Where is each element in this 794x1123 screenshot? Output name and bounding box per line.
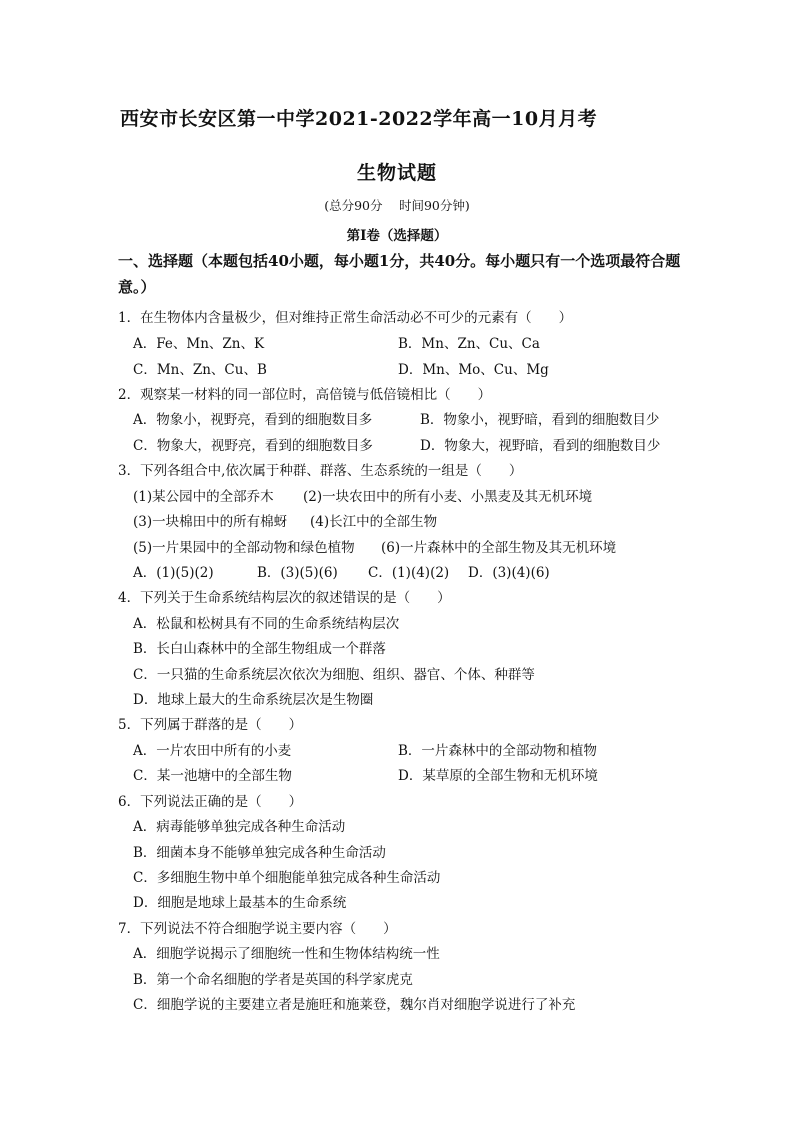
question-7-stem: 7．下列说法不符合细胞学说主要内容（ ）: [118, 921, 397, 937]
question-6-option-b: B．细菌本身不能够单独完成各种生命活动: [133, 845, 386, 861]
question-2-option-b: B．物象小，视野暗，看到的细胞数目少: [420, 412, 660, 428]
question-5-option-a: A．一片农田中所有的小麦: [133, 743, 292, 759]
question-4-option-b: B．长白山森林中的全部生物组成一个群落: [133, 641, 386, 657]
question-5-stem: 5．下列属于群落的是（ ）: [118, 717, 303, 733]
question-4-option-d: D．地球上最大的生命系统层次是生物圈: [133, 692, 374, 708]
question-2-stem: 2．观察某一材料的同一部位时，高倍镜与低倍镜相比（ ）: [118, 387, 492, 403]
question-3-option-c: C．(1)(4)(2): [368, 565, 450, 581]
question-5-option-b: B．一片森林中的全部动物和植物: [398, 743, 597, 759]
question-6-option-d: D．细胞是地球上最基本的生命系统: [133, 895, 347, 911]
exam-meta: (总分90分 时间90分钟): [324, 198, 470, 213]
question-1-option-b: B．Mn、Zn、Cu、Ca: [398, 336, 540, 352]
question-3-option-b: B．(3)(5)(6): [257, 565, 338, 581]
question-3-item-3: (3)一块棉田中的所有棉蚜: [133, 514, 288, 530]
question-5-option-c: C．某一池塘中的全部生物: [133, 768, 292, 784]
question-3-option-a: A．(1)(5)(2): [133, 565, 214, 581]
question-1-option-d: D．Mn、Mo、Cu、Mg: [398, 362, 549, 378]
question-3-item-2: (2)一块农田中的所有小麦、小黑麦及其无机环境: [303, 489, 593, 505]
question-2-option-a: A．物象小，视野亮，看到的细胞数目多: [133, 412, 373, 428]
question-7-option-a: A．细胞学说揭示了细胞统一性和生物体结构统一性: [133, 946, 440, 962]
question-7-option-b: B．第一个命名细胞的学者是英国的科学家虎克: [133, 972, 413, 988]
section-heading: 一、选择题（本题包括40小题，每小题1分，共40分。每小题只有一个选项最符合题意。）: [118, 252, 681, 296]
question-3-stem: 3．下列各组合中,依次属于种群、群落、生态系统的一组是（ ）: [118, 463, 523, 479]
question-6-option-a: A．病毒能够单独完成各种生命活动: [133, 819, 346, 835]
question-2-option-d: D．物象大，视野暗，看到的细胞数目少: [420, 438, 661, 454]
question-3-item-5: (5)一片果园中的全部动物和绿色植物: [133, 540, 355, 556]
question-6-option-c: C．多细胞生物中单个细胞能单独完成各种生命活动: [133, 870, 441, 886]
volume-heading: 第I卷（选择题）: [346, 228, 448, 244]
question-3-item-6: (6)一片森林中的全部生物及其无机环境: [381, 540, 617, 556]
question-3-item-1: (1)某公园中的全部乔木: [133, 489, 274, 505]
subject-title: 生物试题: [356, 162, 437, 184]
question-1-stem: 1．在生物体内含量极少，但对维持正常生命活动必不可少的元素有（ ）: [118, 310, 573, 326]
question-2-option-c: C．物象大，视野亮，看到的细胞数目多: [133, 438, 373, 454]
question-4-option-c: C．一只猫的生命系统层次依次为细胞、组织、器官、个体、种群等: [133, 667, 535, 683]
question-1-option-c: C．Mn、Zn、Cu、B: [133, 362, 267, 378]
question-7-option-c: C．细胞学说的主要建立者是施旺和施莱登，魏尔肖对细胞学说进行了补充: [133, 997, 576, 1013]
question-3-option-d: D．(3)(4)(6): [468, 565, 550, 581]
question-4-option-a: A．松鼠和松树具有不同的生命系统结构层次: [133, 616, 400, 632]
question-4-stem: 4．下列关于生命系统结构层次的叙述错误的是（ ）: [118, 590, 451, 606]
question-3-item-4: (4)长江中的全部生物: [310, 514, 438, 530]
question-6-stem: 6．下列说法正确的是（ ）: [118, 794, 303, 810]
exam-title: 西安市长安区第一中学2021-2022学年高一10月月考: [120, 108, 598, 130]
question-5-option-d: D．某草原的全部生物和无机环境: [398, 768, 598, 784]
question-1-option-a: A．Fe、Mn、Zn、K: [133, 336, 265, 352]
